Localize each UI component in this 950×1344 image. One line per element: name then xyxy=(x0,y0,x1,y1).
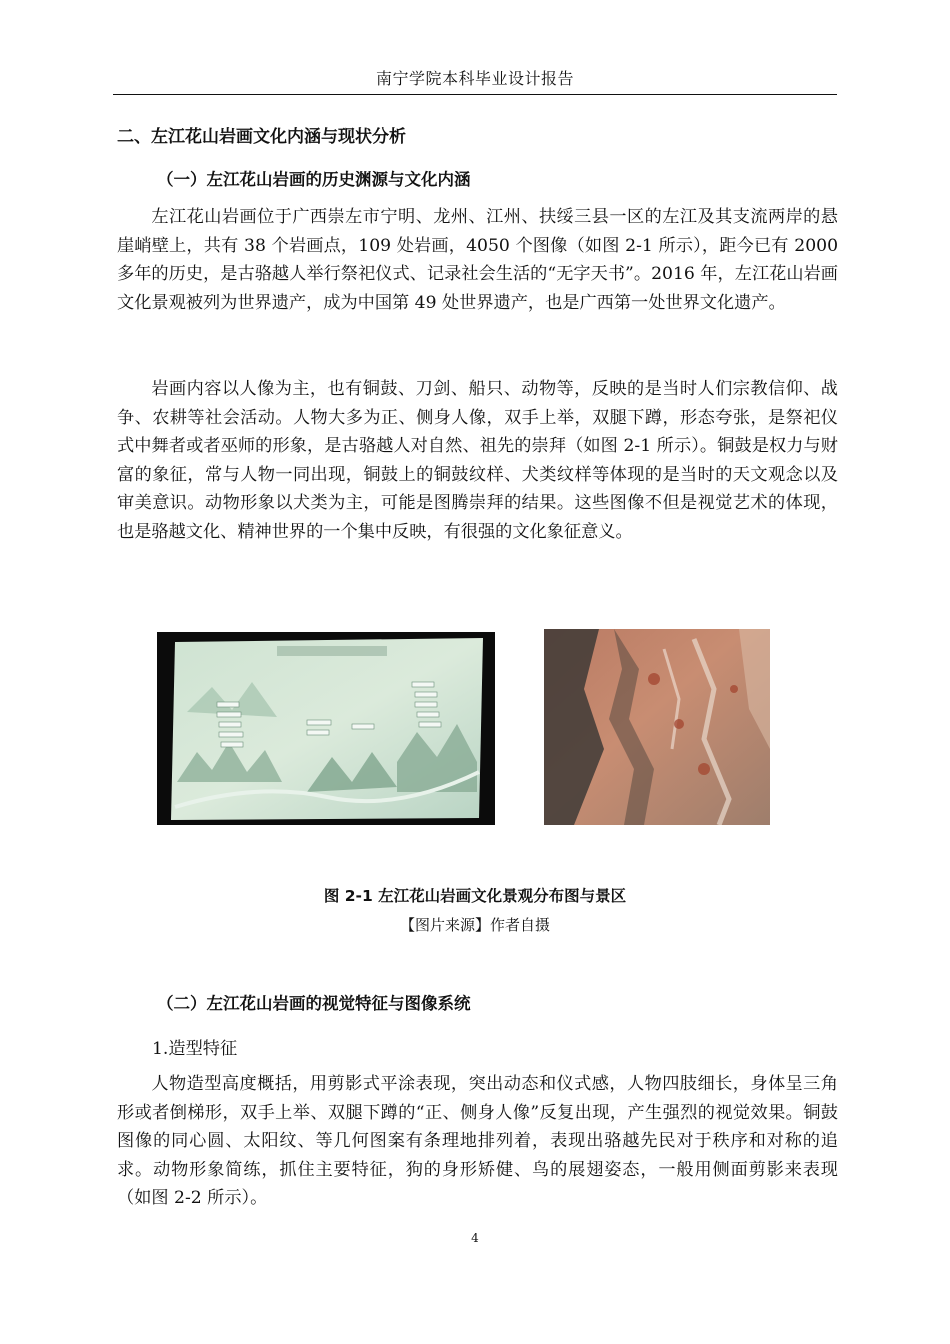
page-header: 南宁学院本科毕业设计报告 xyxy=(375,69,574,88)
numbered-item: 1.造型特征 xyxy=(152,1039,238,1059)
header-rule xyxy=(113,94,837,95)
paragraph-content: 岩画内容以人像为主，也有铜鼓、刀剑、船只、动物等，反映的是当时人们宗教信仰、战争、农耕等社会活动。人物大多为正、侧身人像，双手上举，双腿下蹲，形态夸张，是祭祀仪式中舞者或者巫师的形象，是古骆越人对自然、祖先的崇拜（如图 2-1 所示）。铜鼓是权力与财富的象征，常与人物一同出现，铜鼓上的铜鼓纹样、犬类纹样等体现的是当时的天文观念以及审美意识。动物形象以犬类为主，可能是图腾崇拜的结果。这些图像不但是视觉艺术的体现，也是骆越文化、精神世界的一个集中反映，有很强的文化象征意义。 xyxy=(117,379,838,542)
figure-caption: 图 2-1 左江花山岩画文化景观分布图与景区 xyxy=(323,887,627,905)
page-number: 4 xyxy=(471,1231,479,1245)
figure-source: 【图片来源】作者自摄 xyxy=(399,916,550,934)
paragraph-form-features: 人物造型高度概括，用剪影式平涂表现，突出动态和仪式感，人物四肢细长，身体呈三角形或者倒梯形，双手上举、双腿下蹲的“正、侧身人像”反复出现，产生强烈的视觉效果。铜鼓图像的同心圆、太阳纹、等几何图案有条理地排列着，表现出骆越先民对于秩序和对称的追求。动物形象简练，抓住主要特征，狗的身形矫健、鸟的展翅姿态，一般用侧面剪影来表现（如图 2-2 所示）。 xyxy=(117,1074,838,1209)
paragraph-history: 左江花山岩画位于广西崇左市宁明、龙州、江州、扶绥三县一区的左江及其支流两岸的悬崖峭壁上，共有 38 个岩画点，109 处岩画，4050 个图像（如图 2-1 所示），距今已有 2000 多年的历史，是古骆越人举行祭祀仪式、记录社会生活的“无字天书”。2016 年，左江花山岩画文化景观被列为世界遗产，成为中国第 49 处世界遗产，也是广西第一处世界文化遗产。 xyxy=(117,207,838,313)
figure-cliff-photo xyxy=(544,629,770,825)
figure-map-photo xyxy=(157,632,495,825)
subsection-heading-2: （二）左江花山岩画的视觉特征与图像系统 xyxy=(157,994,471,1013)
section-heading: 二、左江花山岩画文化内涵与现状分析 xyxy=(117,127,406,147)
subsection-heading-1: （一）左江花山岩画的历史渊源与文化内涵 xyxy=(157,170,471,189)
